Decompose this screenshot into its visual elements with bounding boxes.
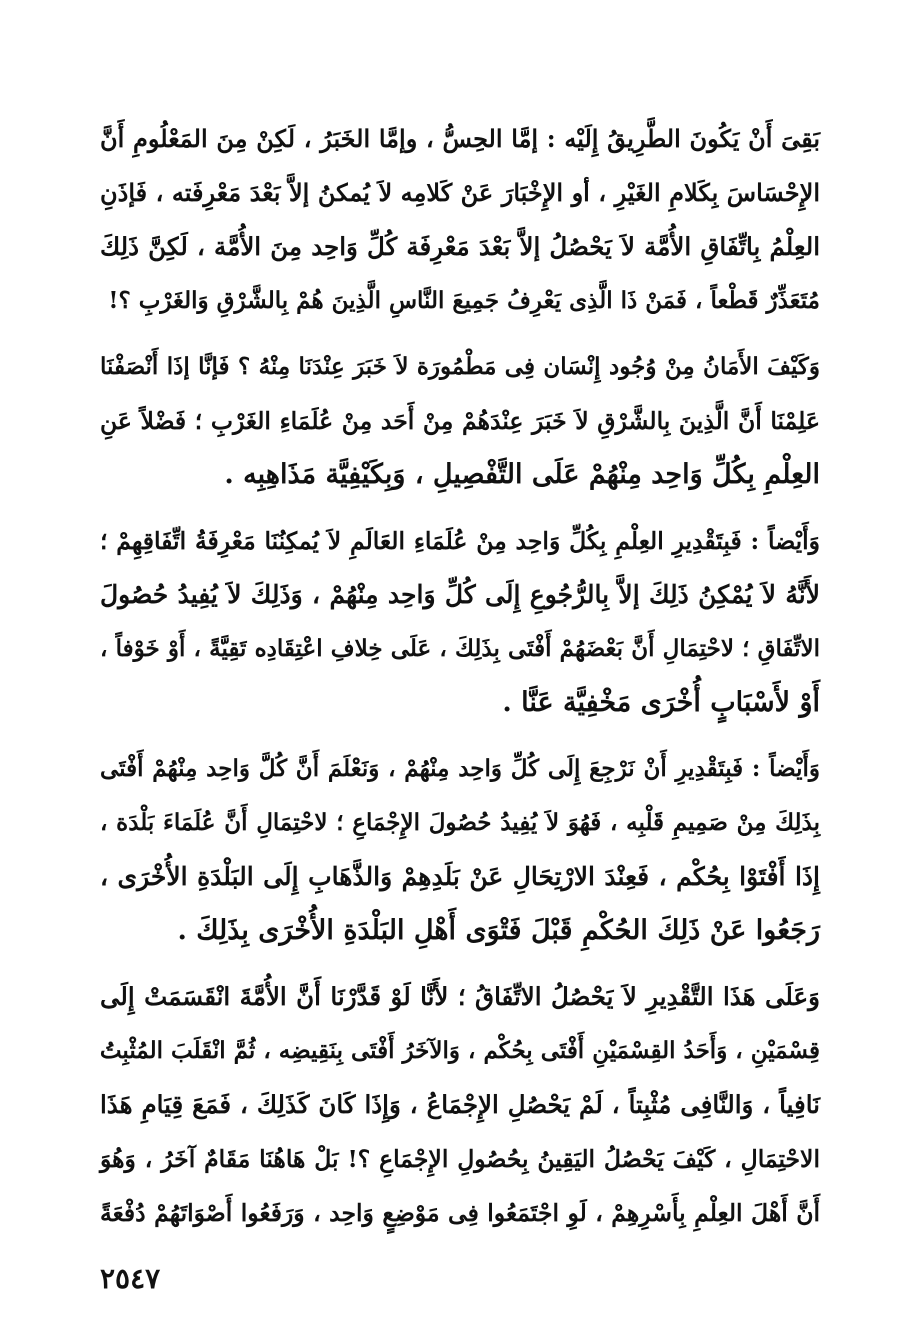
page-number: ٢٥٤٧ (100, 1262, 161, 1295)
text-line: قِسْمَيْنِ ، وَأَحَدُ القِسْمَيْنِ أَفْتَى بِحُكْم ، وَالآخَرُ أَفْتَى بِنَقِيضِه ، ثُمَّ انْقَلَبَ المُثْبِتُ (99, 1037, 820, 1064)
text-line: الاتِّفَاقِ ؛ لاحْتِمَالِ أَنَّ بَعْضَهُمْ أَفْتَى بِذَلِكَ ، عَلَى خِلافِ اعْتِقَادِه تَقِيَّةً ، أَوْ خَوْفاً ، (100, 635, 820, 662)
paragraph-3 (100, 514, 820, 730)
paragraph-2 (100, 340, 820, 502)
text-line: وَأَيْضاً : فَبِتَقْدِيرِ العِلْمِ بِكُلِّ وَاحِد مِنْ عُلَمَاءِ العَالَمِ لاَ يُمكِنُنَا مَعْرِفَةُ اتِّفَاقِهِمْ ؛ (100, 527, 820, 555)
text-line: لأَنَّهُ لاَ يُمْكِنُ ذَلِكَ إلاَّ بِالرُّجُوعِ إِلَى كُلِّ وَاحِد مِنْهُمْ ، وَذَلِكَ لاَ يُفِيدُ حُصُولَ (100, 580, 820, 609)
paragraph-4 (100, 742, 820, 958)
text-line: بِذَلِكَ مِنْ صَمِيمِ قَلْبِه ، فَهُوَ لاَ يُفِيدُ حُصُولَ الإِجْمَاعِ ؛ لاحْتِمَالِ أَنَّ عُلَمَاءَ بَلْدَة ، (100, 809, 820, 836)
text-line: بَقِىَ أَنْ يَكُونَ الطَّرِيقُ إِلَيْه : إمَّا الحِسُّ ، وإمَّا الخَبَرُ ، لَكِنْ مِنَ المَعْلُومِ أَنَّ (100, 124, 820, 153)
text-line: رَجَعُوا عَنْ ذَلِكَ الحُكْمِ قَبْلَ فَتْوَى أَهْلِ البَلْدَةِ الأُخْرَى بِذَلِكَ . (177, 915, 820, 946)
text-line: الإِحْسَاسَ بِكَلامِ الغَيْرِ ، أو الإِخْبَارَ عَنْ كَلامِه لاَ يُمكنُ إلاَّ بَعْدَ مَعْرِفَته ، فَإذَنِ (100, 178, 820, 207)
text-line: وَأَيْضاً : فَبِتَقْدِيرِ أَنْ نَرْجِعَ إِلَى كُلِّ وَاحِد مِنْهُمْ ، وَنَعْلَمَ أَنَّ كُلَّ وَاحِد مِنْهُمْ أَفْتَى (100, 755, 820, 782)
text-line: مُتَعَذِّرٌ قَطْعاً ، فَمَنْ ذَا الَّذِى يَعْرِفُ جَمِيعَ النَّاسِ الَّذِينَ هُمْ بِالشَّرْقِ وَالغَرْبِ ؟! (108, 287, 820, 314)
text-line: إِذَا أَفْتَوْا بِحُكْم ، فَعِنْدَ الارْتِحَالِ عَنْ بَلَدِهِمْ وَالذَّهَابِ إِلَى البَلْدَةِ الأُخْرَى ، (100, 862, 820, 891)
text-line: وَكَيْفَ الأَمَانُ مِنْ وُجُود إِنْسَان فِى مَطْمُورَة لاَ خَبَرَ عِنْدَنَا مِنْهُ ؟ فَإنَّا إذَا أَنْصَفْنَا (100, 353, 820, 380)
text-line: العِلْمِ بِكُلِّ وَاحِد مِنْهُمْ عَلَى التَّفْصِيلِ ، وَبِكَيْفِيَّة مَذَاهِبِه . (224, 459, 820, 490)
text-line: أَنَّ أَهْلَ العِلْمِ بِأَسْرِهِمْ ، لَوِ اجْتَمَعُوا فِى مَوْضِعٍ وَاحِد ، وَرَفَعُوا أَصْوَاتَهُمْ دُفْعَةً (100, 1199, 820, 1227)
text-line: عَلِمْنَا أَنَّ الَّذِينَ بِالشَّرْقِ لاَ خَبَرَ عِنْدَهُمْ مِنْ أَحَد مِنْ عُلَمَاءِ الغَرْبِ ؛ فَضْلاً عَنِ (100, 407, 820, 435)
paragraph-1 (100, 112, 820, 328)
text-line: الاحْتِمَالِ ، كَيْفَ يَحْصُلُ اليَقِينُ بِحُصُولِ الإِجْمَاعِ ؟! بَلْ هَاهُنَا مَقَامٌ آخَرُ ، وَهُوَ (100, 1145, 820, 1173)
body-text (100, 112, 820, 1240)
text-line: وَعَلَى هَذَا التَّقْدِيرِ لاَ يَحْصُلُ الاتِّفَاقُ ؛ لأَنَّا لَوْ قَدَّرْنَا أَنَّ الأُمَّةَ انْقَسَمَتْ إِلَى (100, 982, 820, 1011)
text-line: العِلْمُ بِاتِّفَاقِ الأُمَّة لاَ يَحْصُلُ إلاَّ بَعْدَ مَعْرِفَة كُلِّ وَاحِد مِنَ الأُمَّة ، لَكِنَّ ذَلِكَ (100, 232, 820, 261)
text-line: نَافِياً ، وَالنَّافِى مُثْبِتاً ، لَمْ يَحْصُلِ الإِجْمَاعُ ، وَإِذَا كَانَ كَذَلِكَ ، فَمَعَ قِيَامِ هَذَا (100, 1090, 820, 1119)
paragraph-5 (100, 970, 820, 1240)
text-line: أَوْ لأَسْبَابٍ أُخْرَى مَخْفِيَّة عَنَّا . (502, 687, 820, 718)
